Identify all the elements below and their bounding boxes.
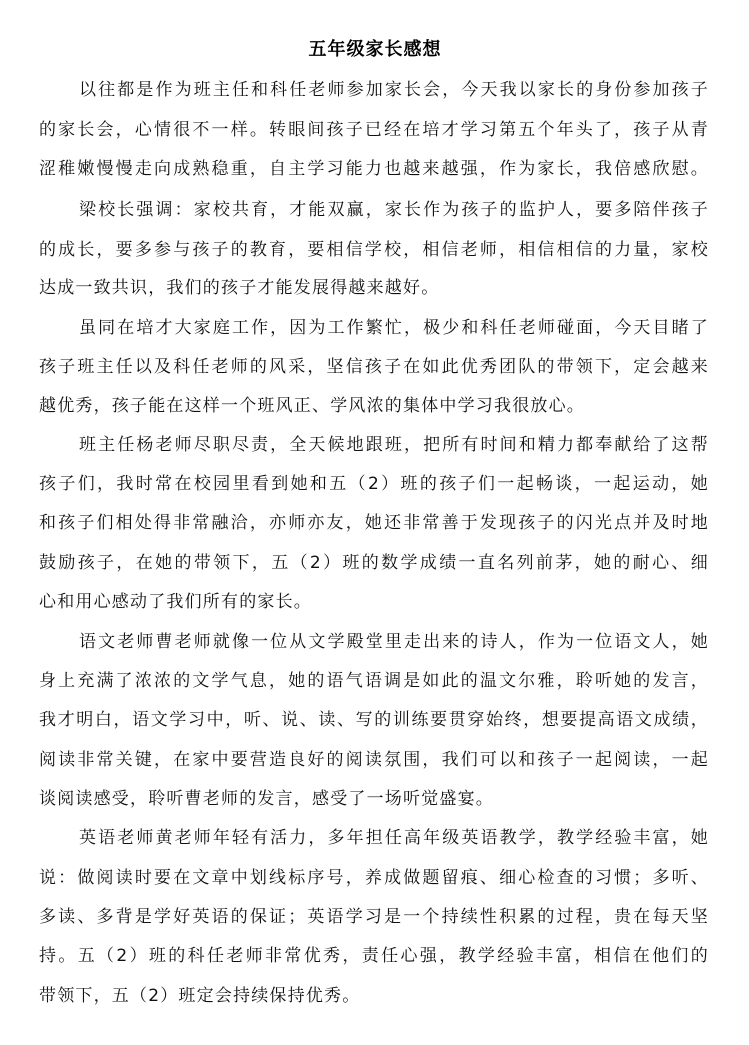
paragraph-1-line-3: 涩稚嫩慢慢走向成熟稳重，自主学习能力也越来越强，作为家长，我倍感欣慰。 (39, 159, 709, 179)
paragraph-4-line-1: 班主任杨老师尽职尽责，全天候地跟班，把所有时间和精力都奉献给了这帮 (79, 435, 709, 455)
paragraph-6-line-3: 多读、多背是学好英语的保证；英语学习是一个持续性积累的过程，贵在每天坚 (39, 907, 709, 927)
paragraph-3-line-3: 越优秀，孩子能在这样一个班风正、学风浓的集体中学习我很放心。 (39, 396, 585, 416)
paragraph-2-line-3: 达成一致共识，我们的孩子才能发展得越来越好。 (39, 278, 440, 298)
paragraph-5-line-4: 阅读非常关键，在家中要营造良好的阅读氛围，我们可以和孩子一起阅读，一起 (39, 750, 709, 770)
paragraph-6-line-1: 英语老师黄老师年轻有活力，多年担任高年级英语教学，教学经验丰富，她 (79, 828, 709, 848)
paragraph-5-line-2: 身上充满了浓浓的文学气息，她的语气语调是如此的温文尔雅，聆听她的发言， (39, 671, 709, 691)
paragraph-3-line-1: 虽同在培才大家庭工作，因为工作繁忙，极少和科任老师碰面，今天目睹了 (79, 318, 709, 338)
paragraph-6-line-4: 持。五（2）班的科任老师非常优秀，责任心强，教学经验丰富，相信在他们的 (39, 946, 709, 966)
paragraph-4-line-3: 和孩子们相处得非常融洽，亦师亦友，她还非常善于发现孩子的闪光点并及时地 (39, 513, 709, 533)
paragraph-3-line-2: 孩子班主任以及科任老师的风采，坚信孩子在如此优秀团队的带领下，定会越来 (39, 357, 709, 377)
paragraph-1-line-1: 以往都是作为班主任和科任老师参加家长会，今天我以家长的身份参加孩子 (79, 80, 709, 100)
document-title: 五年级家长感想 (308, 39, 442, 60)
paragraph-1-line-2: 的家长会，心情很不一样。转眼间孩子已经在培才学习第五个年头了，孩子从青 (39, 120, 709, 140)
paragraph-5-line-1: 语文老师曹老师就像一位从文学殿堂里走出来的诗人，作为一位语文人，她 (79, 632, 709, 652)
paragraph-5-line-5: 谈阅读感受，聆听曹老师的发言，感受了一场听觉盛宴。 (39, 789, 494, 809)
paragraph-4-line-2: 孩子们，我时常在校园里看到她和五（2）班的孩子们一起畅谈，一起运动，她 (39, 474, 709, 494)
paragraph-6-line-2: 说：做阅读时要在文章中划线标序号，养成做题留痕、细心检查的习惯；多听、 (39, 868, 709, 888)
paragraph-4-line-4: 鼓励孩子，在她的带领下，五（2）班的数学成绩一直名列前茅，她的耐心、细 (39, 553, 709, 573)
paragraph-6-line-5: 带领下，五（2）班定会持续保持优秀。 (39, 986, 361, 1006)
paragraph-2-line-1: 梁校长强调：家校共育，才能双赢，家长作为孩子的监护人，要多陪伴孩子 (79, 200, 709, 220)
paragraph-2-line-2: 的成长，要多参与孩子的教育，要相信学校，相信老师，相信相信的力量，家校 (39, 240, 709, 260)
paragraph-4-line-5: 心和用心感动了我们所有的家长。 (39, 592, 312, 612)
paragraph-5-line-3: 我才明白，语文学习中，听、说、读、写的训练要贯穿始终，想要提高语文成绩， (39, 710, 709, 730)
